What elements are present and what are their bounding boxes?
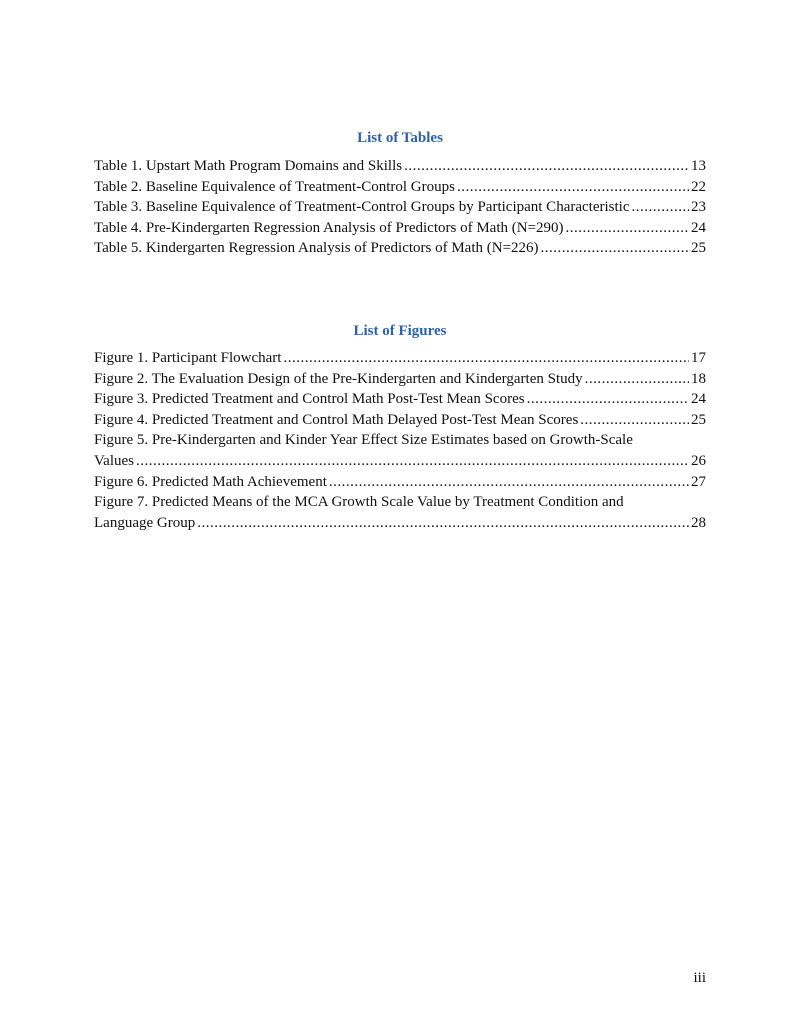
entry-title: Table 5. Kindergarten Regression Analysis of Predictors of Math (N=226) bbox=[94, 240, 539, 257]
dot-leader bbox=[136, 451, 689, 472]
table-entry[interactable] bbox=[94, 218, 706, 239]
figure-entry[interactable] bbox=[94, 389, 706, 410]
dot-leader bbox=[580, 410, 689, 431]
entry-title: Table 4. Pre-Kindergarten Regression Analysis of Predictors of Math (N=290) bbox=[94, 219, 564, 236]
dot-leader bbox=[197, 513, 689, 534]
entry-page: 23 bbox=[691, 199, 706, 216]
dot-leader bbox=[585, 369, 689, 390]
dot-leader bbox=[566, 218, 689, 239]
entry-title: Table 2. Baseline Equivalence of Treatment-Control Groups bbox=[94, 178, 455, 195]
dot-leader bbox=[541, 238, 689, 259]
figure-entry[interactable] bbox=[94, 369, 706, 390]
entry-title: Figure 1. Participant Flowchart bbox=[94, 350, 282, 366]
entry-page: 28 bbox=[691, 514, 706, 531]
entry-title: Table 1. Upstart Math Program Domains and Skills bbox=[94, 158, 403, 174]
figure-entry[interactable] bbox=[94, 472, 706, 493]
dot-leader bbox=[631, 197, 689, 218]
table-entry[interactable] bbox=[94, 238, 706, 259]
list-of-figures-heading: List of Figures bbox=[353, 323, 447, 339]
entry-title: Figure 3. Predicted Treatment and Control Math Post-Test Mean Scores bbox=[94, 391, 525, 408]
tables-list bbox=[94, 156, 706, 259]
entry-page: 25 bbox=[691, 411, 706, 428]
entry-title: Figure 6. Predicted Math Achievement bbox=[94, 473, 327, 490]
entry-title: Figure 2. The Evaluation Design of the Pre-Kindergarten and Kindergarten Study bbox=[94, 370, 583, 387]
dot-leader bbox=[283, 348, 689, 369]
entry-title: Figure 4. Predicted Treatment and Control Math Delayed Post-Test Mean Scores bbox=[94, 411, 579, 428]
table-entry[interactable] bbox=[94, 197, 706, 218]
figure-entry[interactable] bbox=[94, 348, 706, 369]
entry-page: 27 bbox=[691, 473, 706, 490]
entry-page: 26 bbox=[691, 452, 706, 469]
entry-page: 24 bbox=[691, 219, 706, 236]
figures-list bbox=[94, 348, 706, 533]
entry-page: 24 bbox=[691, 391, 706, 408]
entry-page: 13 bbox=[691, 158, 706, 174]
page-number: iii bbox=[693, 970, 706, 986]
entry-title-first-line: Figure 5. Pre-Kindergarten and Kinder Year Effect Size Estimates based on Growth-Scale bbox=[94, 432, 633, 449]
table-entry[interactable] bbox=[94, 177, 706, 198]
dot-leader bbox=[527, 389, 689, 410]
entry-page: 25 bbox=[691, 240, 706, 257]
dot-leader bbox=[457, 177, 689, 198]
entry-title: Table 3. Baseline Equivalence of Treatment-Control Groups by Participant Characteristic bbox=[94, 199, 630, 216]
entry-page: 18 bbox=[691, 370, 706, 387]
figure-entry[interactable] bbox=[94, 430, 706, 471]
entry-title: Values bbox=[94, 452, 134, 469]
entry-title-first-line: Figure 7. Predicted Means of the MCA Growth Scale Value by Treatment Condition and bbox=[94, 494, 624, 511]
entry-page: 22 bbox=[691, 178, 706, 195]
table-entry[interactable] bbox=[94, 156, 706, 177]
figure-entry[interactable] bbox=[94, 492, 706, 533]
entry-page: 17 bbox=[691, 350, 706, 366]
entry-title: Language Group bbox=[94, 514, 196, 531]
dot-leader bbox=[329, 472, 689, 493]
dot-leader bbox=[404, 156, 689, 177]
figure-entry[interactable] bbox=[94, 410, 706, 431]
list-of-tables-heading: List of Tables bbox=[357, 130, 443, 146]
